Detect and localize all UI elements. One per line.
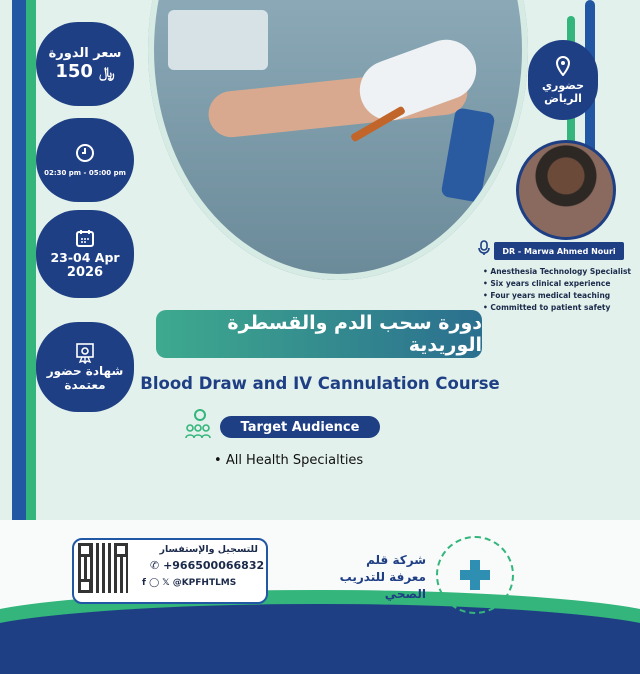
course-title-arabic: دورة سحب الدم والقسطرة الوريدية [156,310,482,358]
certificate-pill [36,322,134,412]
x-icon[interactable]: 𝕏 [162,578,170,588]
credential-item: • Six years clinical experience [483,278,633,290]
hero-frame [148,0,528,280]
phone-number: +966500066832 [163,559,265,572]
price-pill [36,22,134,106]
time-pill [36,118,134,202]
target-audience-label: Target Audience [220,416,380,438]
social-handle: @KPFHTLMS [172,578,237,588]
microphone-icon [478,240,490,260]
company-name-arabic: شركة قلم معرفة للتدريب الصحي [339,553,426,601]
credential-item: • Four years medical teaching [483,290,633,302]
certificate-icon [74,342,96,364]
company-logo [436,536,514,614]
facebook-icon[interactable]: f [142,578,146,588]
certificate-label: شهادة حضور معتمدة [46,363,124,392]
audience-group-icon [184,408,212,442]
location-pill [528,40,598,120]
phone-icon: ✆ [150,559,160,572]
time-value: 02:30 pm - 05:00 pm [44,169,126,177]
social-row [142,578,236,588]
qr-code[interactable] [78,543,128,593]
price-value [55,61,114,82]
course-title-english: Blood Draw and IV Cannulation Course [140,374,500,393]
date-range: 23-04 Apr [50,249,120,265]
contact-phone[interactable] [150,559,264,572]
credential-item: • Committed to patient safety [483,302,633,314]
footer-wave-blue [0,604,640,674]
location-pin-icon [555,56,571,76]
left-rail-green [26,0,36,550]
contact-title: للتسجيل والإستفسار [159,544,258,555]
left-rail-blue [12,0,26,590]
date-year: 2026 [66,264,104,280]
medical-cross-icon [460,560,490,590]
calendar-icon [75,228,95,248]
audience-item-text: All Health Specialties [225,453,364,468]
instructor-name: DR - Marwa Ahmed Nouri [494,242,624,260]
instructor-credentials [483,266,633,314]
credential-item: • Anesthesia Technology Specialist [483,266,633,278]
audience-item: • All Health Specialties [214,453,364,468]
price-label: سعر الدورة [48,45,122,61]
instructor-photo [516,140,616,240]
price-amount: 150 [55,61,93,83]
location-label: حضوري الرياض [541,78,585,105]
instagram-icon[interactable]: ◯ [149,578,160,588]
currency-symbol: ﷼ [99,65,115,82]
clock-icon [75,143,95,163]
date-pill [36,210,134,298]
